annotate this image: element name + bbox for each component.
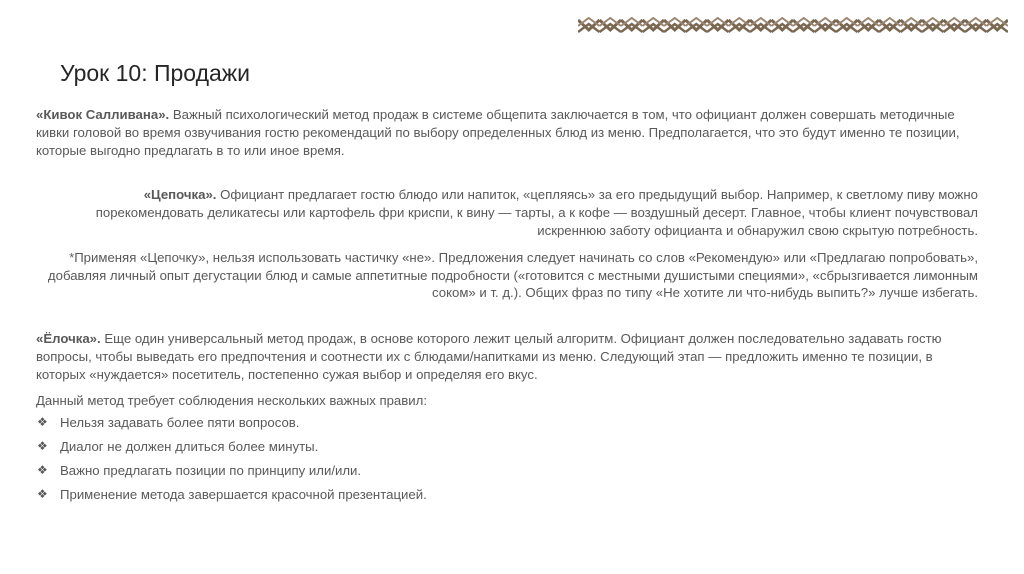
list-item [36, 486, 978, 504]
list-item [36, 438, 978, 456]
list-item-text: Применение метода завершается красочной презентацией. [60, 486, 427, 502]
list-item-text: Диалог не должен длиться более минуты. [60, 439, 319, 455]
chain-note: *Применяя «Цепочку», нельзя использовать частичку «не». Предложения следует начинать со слов «Рекомендую» или «Предлагаю попробовать», добавляя личный опыт дегустации блюд и самые аппетитные подробности («готовится с местными душистыми специями», «сбрызгивается лимонным соком» и т. д.). Общих фраз по типу «Не хотите ли что-нибудь выпить?» лучше избегать. [47, 249, 978, 301]
tree-text: Еще один универсальный метод продаж, в основе которого лежит целый алгоритм. Официант должен последовательно задавать гостю вопросы, чтобы выведать его предпочтения и соотнести их с блюдами/напитками из меню. Следующий этап — предложить именно те позиции, в которых «нуждается» посетитель, постепенно сужая выбор и определяя его вкус. [36, 331, 942, 382]
sullivan-term: «Кивок Салливана». [36, 107, 170, 122]
chain-term: «Цепочка». [143, 187, 217, 203]
chain-text: Официант предлагает гостю блюдо или напиток, «цепляясь» за его предыдущий выбор. Например, к светлому пиву можно порекомендовать деликатесы или картофель фри криспи, к вину — тарты, а к кофе — воздушный десерт. Главное, чтобы клиент почувствовал искреннюю заботу официанта и обнаружил свою скрытую потребность. [95, 187, 978, 238]
diamond-bullet-icon: ❖ [37, 462, 48, 477]
chain-paragraph [36, 186, 978, 239]
list-item-text: Важно предлагать позиции по принципу или/или. [60, 462, 362, 478]
sullivan-paragraph [36, 106, 978, 159]
diamond-bullet-icon: ❖ [37, 486, 48, 501]
rules-list [36, 414, 978, 503]
rules-intro: Данный метод требует соблюдения нескольких важных правил: [36, 392, 427, 408]
diamond-bullet-icon: ❖ [37, 439, 48, 454]
tree-paragraph [36, 330, 978, 383]
sullivan-text: Важный психологический метод продаж в системе общепита заключается в том, что официант должен совершать методичные кивки головой во время озвучивания гостю рекомендаций по выбору определенных блюд из меню. Предполагается, что это будут именно те позиции, которые выгодно предлагать в то или иное время. [36, 107, 960, 158]
zigzag-ornament [578, 17, 1008, 35]
slide-content [36, 106, 978, 510]
page-title: Урок 10: Продажи [60, 60, 251, 86]
tree-term: «Ёлочка». [36, 331, 101, 347]
list-item [36, 414, 978, 432]
diamond-bullet-icon: ❖ [37, 415, 48, 430]
list-item [36, 462, 978, 480]
list-item-text: Нельзя задавать более пяти вопросов. [60, 415, 300, 431]
